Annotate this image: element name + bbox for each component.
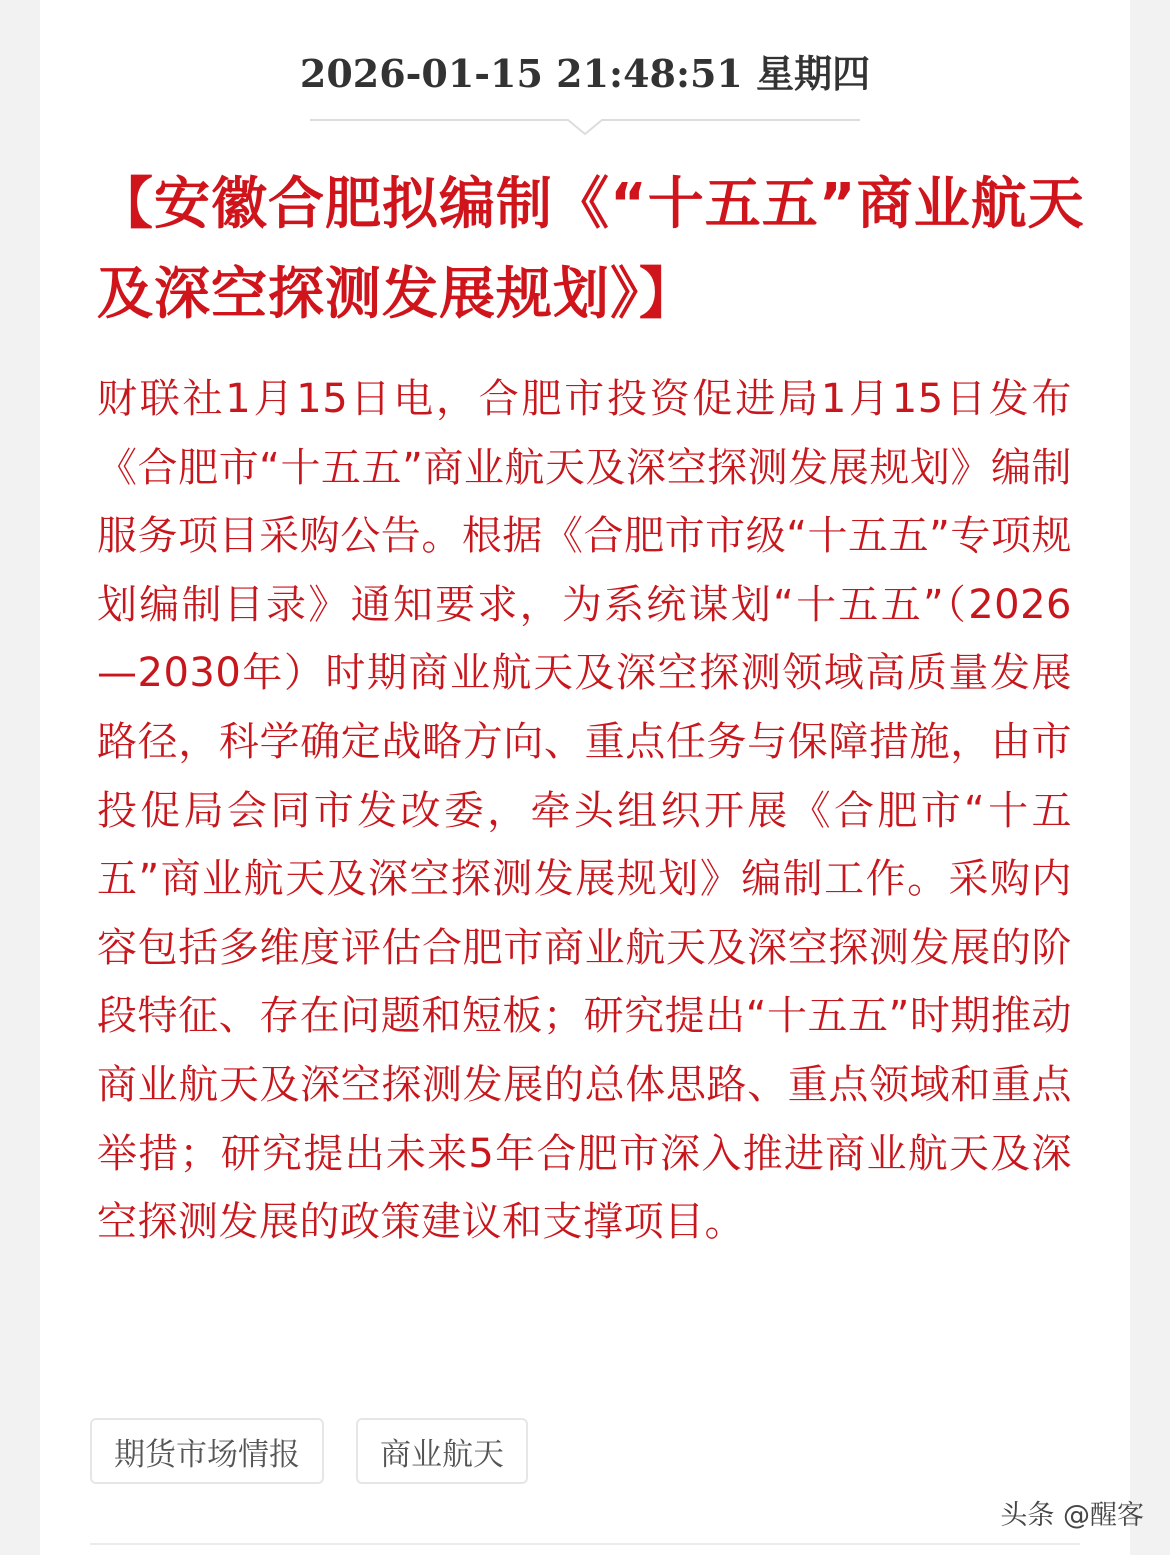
article-body: 财联社1月15日电，合肥市投资促进局1月15日发布《合肥市“十五五”商业航天及深空探测发展规划》编制服务项目采购公告。根据《合肥市市级“十五五”专项规划编制目录》通知要求，为系统谋划“十五五”（2026—2030年）时期商业航天及深空探测领域高质量发展路径，科学确定战略方向、重点任务与保障措施，由市投促局会同市发改委，牵头组织开展《合肥市“十五五”商业航天及深空探测发展规划》编制工作。采购内容包括多维度评估合肥市商业航天及深空探测发展的阶段特征、存在问题和短板；研究提出“十五五”时期推动商业航天及深空探测发展的总体思路、重点领域和重点举措；研究提出未来5年合肥市深入推进商业航天及深空探测发展的政策建议和支撑项目。 — [97, 376, 1072, 1246]
tag-list — [90, 1418, 528, 1484]
divider-notch-icon — [310, 112, 860, 138]
divider-with-notch — [310, 112, 860, 138]
datetime-header: 2026-01-15 21:48:51 星期四 — [299, 51, 871, 96]
tag-futures-market-intel[interactable]: 期货市场情报 — [90, 1418, 324, 1484]
bottom-divider — [90, 1543, 1080, 1545]
source-watermark: 头条 @醒客 — [1000, 1500, 1144, 1531]
article-headline: 【安徽合肥拟编制《“十五五”商业航天及深空探测发展规划》】 — [97, 172, 1085, 327]
tag-commercial-aerospace[interactable]: 商业航天 — [356, 1418, 528, 1484]
